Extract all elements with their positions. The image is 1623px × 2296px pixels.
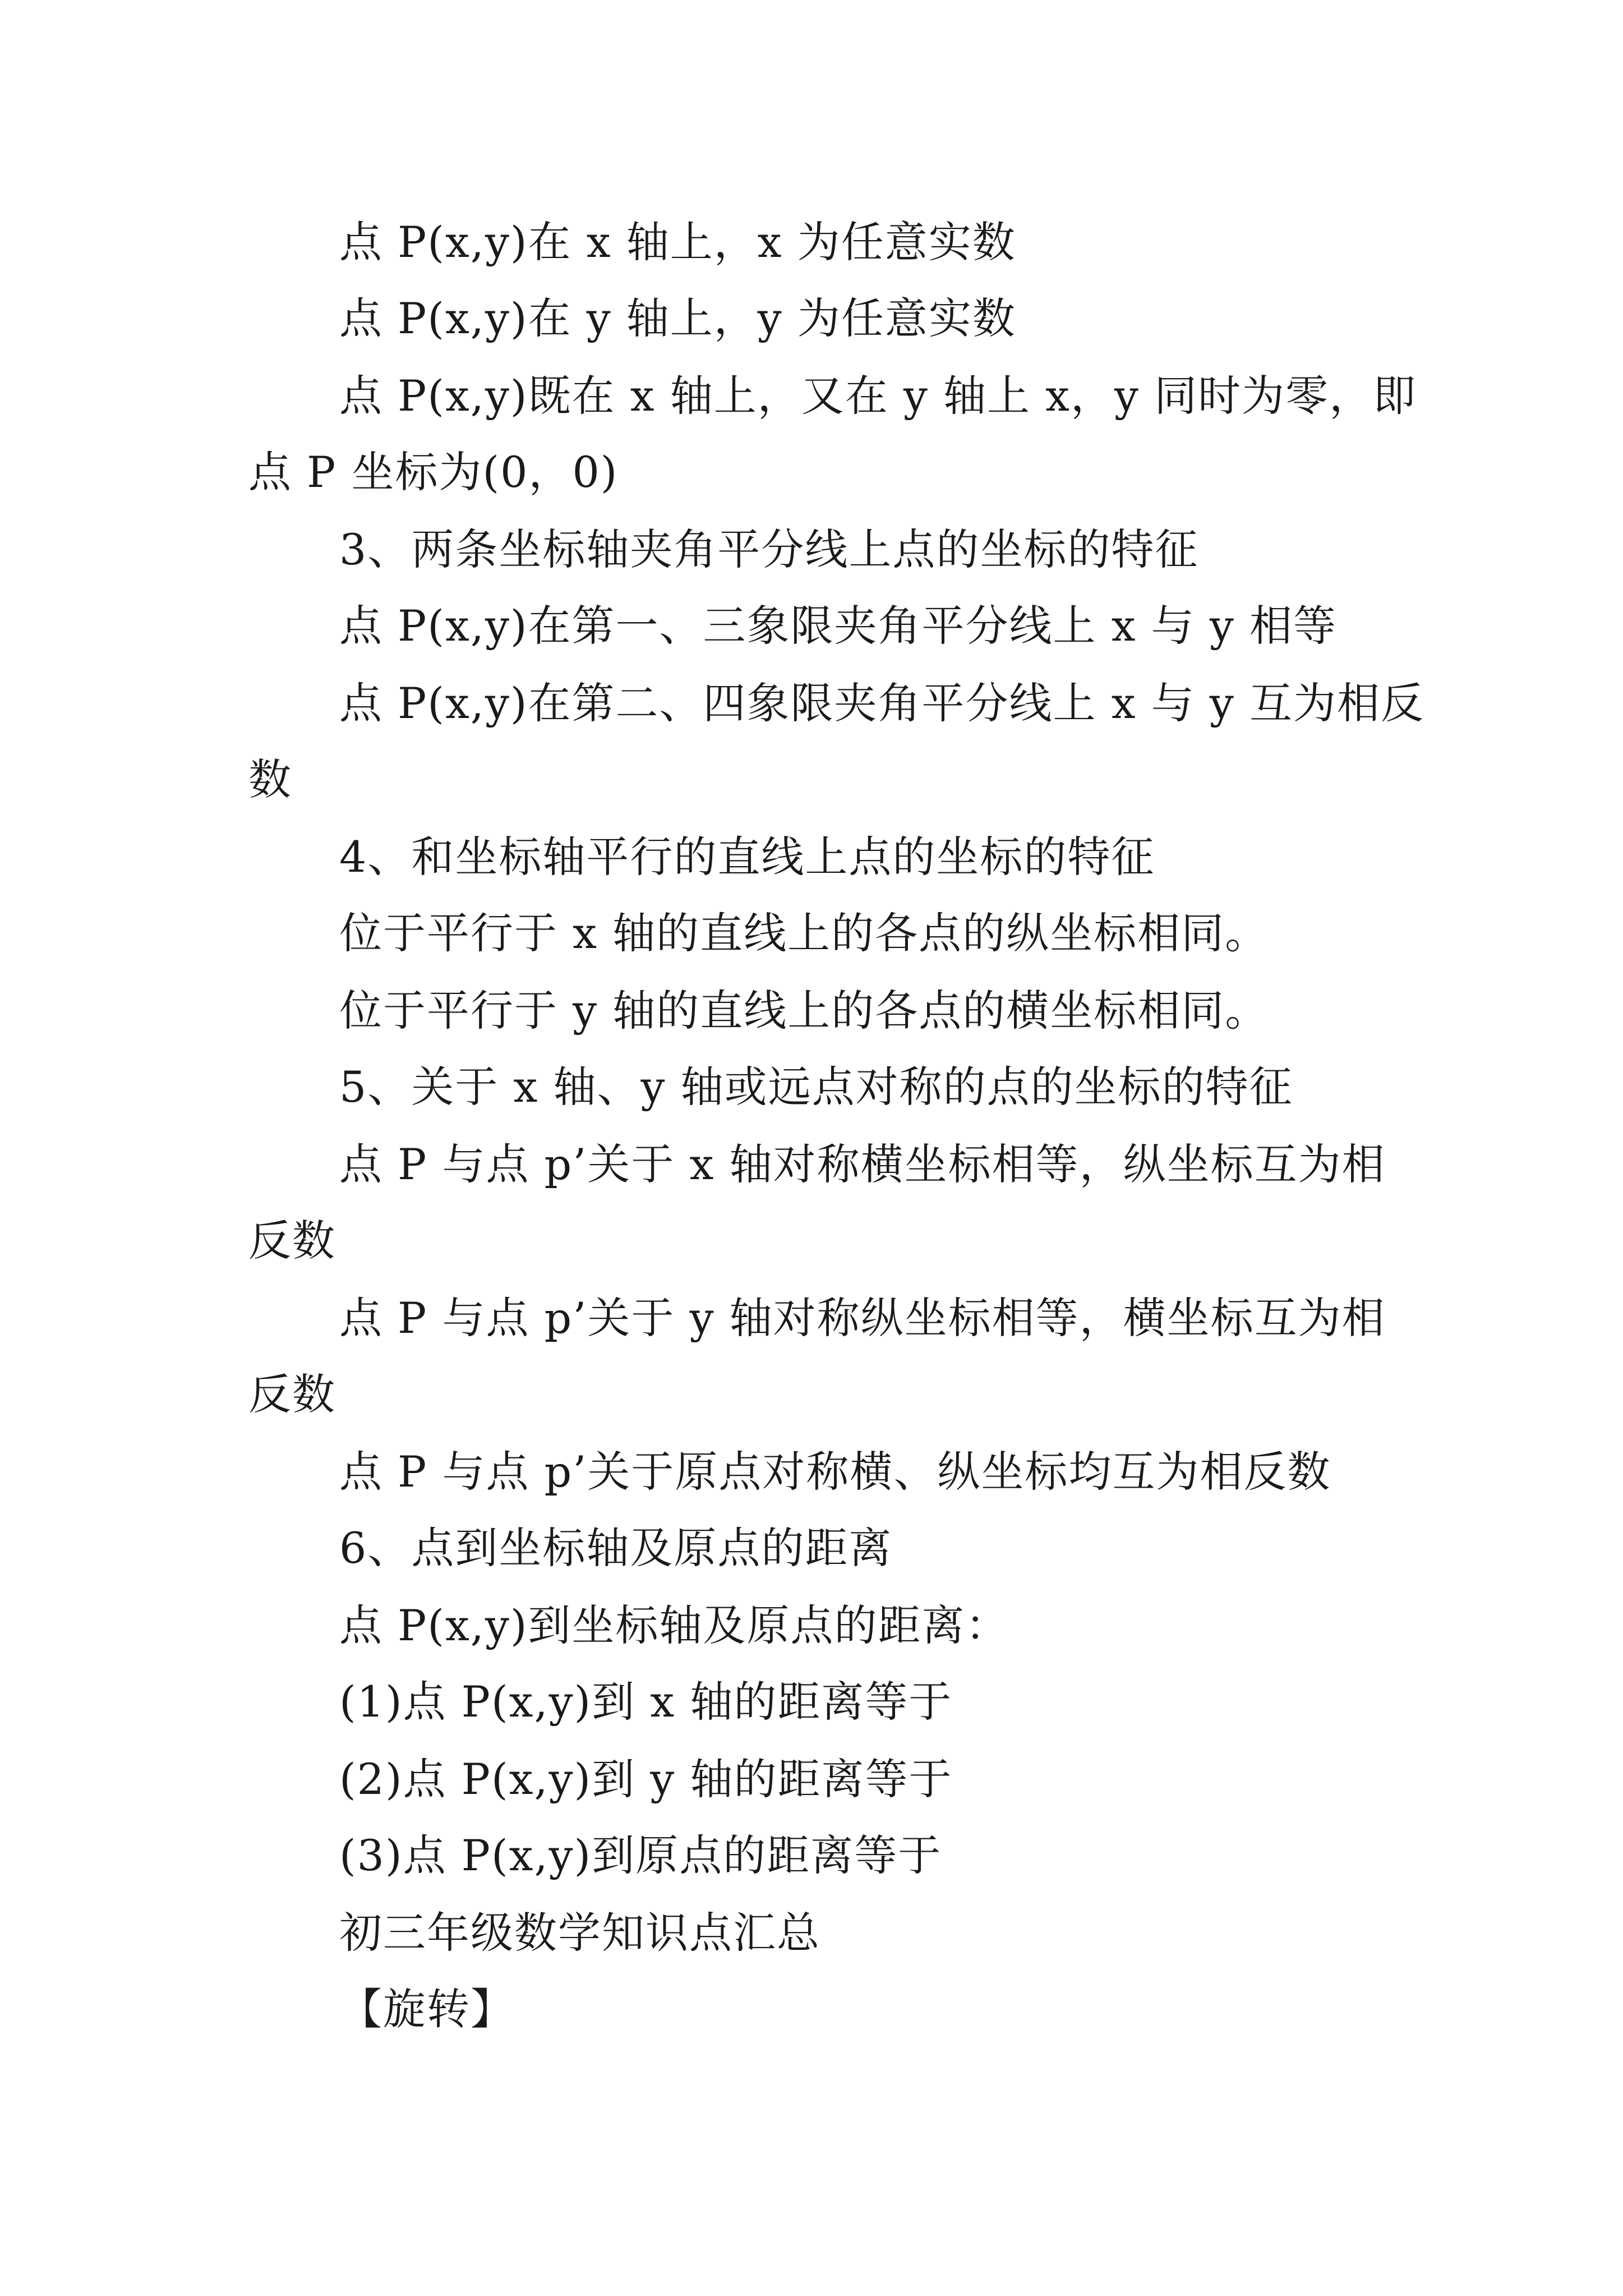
- list-item: (1)点 P(x,y)到 x 轴的距离等于: [339, 1677, 953, 1727]
- section-title: 【旋转】: [339, 1984, 514, 2034]
- text-line: 位于平行于 x 轴的直线上的各点的纵坐标相同。: [339, 908, 1269, 958]
- text-line: 点 P(x,y)在第二、四象限夹角平分线上 x 与 y 互为相反: [339, 678, 1424, 728]
- text-line: 数: [248, 754, 292, 804]
- list-item: (3)点 P(x,y)到原点的距离等于: [339, 1830, 942, 1880]
- section-heading: 3、两条坐标轴夹角平分线上点的坐标的特征: [339, 524, 1199, 574]
- text-line: 点 P 坐标为(0，0): [248, 447, 619, 497]
- section-heading: 6、点到坐标轴及原点的距离: [339, 1523, 893, 1573]
- section-heading: 4、和坐标轴平行的直线上点的坐标的特征: [339, 832, 1155, 882]
- section-title: 初三年级数学知识点汇总: [339, 1908, 820, 1958]
- text-line: 点 P(x,y)到坐标轴及原点的距离：: [339, 1600, 1009, 1650]
- text-line: 反数: [248, 1369, 336, 1419]
- text-line: 点 P 与点 p’关于 y 轴对称纵坐标相等，横坐标互为相: [339, 1293, 1386, 1343]
- text-line: 点 P(x,y)在 y 轴上，y 为任意实数: [339, 293, 1016, 343]
- text-line: 点 P 与点 p’关于 x 轴对称横坐标相等，纵坐标互为相: [339, 1139, 1386, 1189]
- text-line: 位于平行于 y 轴的直线上的各点的横坐标相同。: [339, 986, 1269, 1036]
- text-line: 点 P 与点 p’关于原点对称横、纵坐标均互为相反数: [339, 1447, 1331, 1497]
- text-line: 点 P(x,y)在第一、三象限夹角平分线上 x 与 y 相等: [339, 601, 1337, 651]
- text-line: 点 P(x,y)在 x 轴上，x 为任意实数: [339, 217, 1016, 267]
- section-heading: 5、关于 x 轴、y 轴或远点对称的点的坐标的特征: [339, 1062, 1293, 1112]
- list-item: (2)点 P(x,y)到 y 轴的距离等于: [339, 1754, 953, 1804]
- text-line: 反数: [248, 1216, 336, 1266]
- text-line: 点 P(x,y)既在 x 轴上，又在 y 轴上 x，y 同时为零，即: [339, 371, 1417, 421]
